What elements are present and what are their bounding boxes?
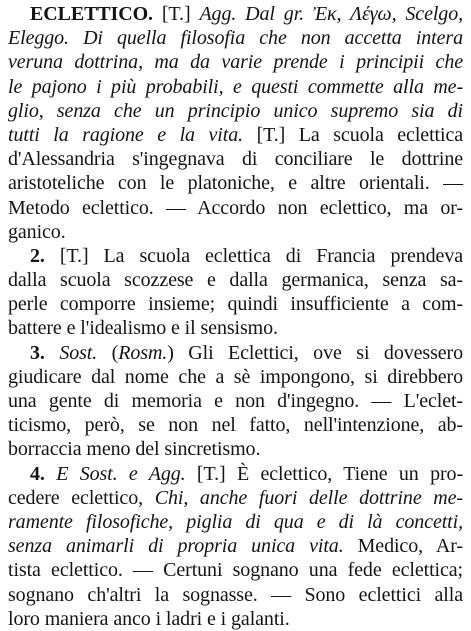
- body-text: [T.] La scuola eclettica di Francia prendeva: [44, 244, 463, 267]
- entry-line: [8, 437, 463, 461]
- body-text: giudicare dal nome che a sè impongono, si direbbero: [8, 365, 463, 388]
- italic-text: ramente filosofiche, piglia di qua e di là concetti,: [8, 510, 463, 533]
- body-text: [T.] La scuola eclettica: [243, 123, 463, 146]
- entry-line: [8, 196, 463, 220]
- entry-line: [8, 26, 463, 50]
- entry-line: [8, 75, 463, 99]
- entry-heading-text: 3.: [30, 341, 45, 364]
- body-text: sognano ch'altri la sognasse. — Sono eclettici alla: [8, 583, 463, 606]
- body-text: ticismo, però, se non nel fatto, nell'intenzione, ab-: [8, 414, 463, 437]
- entry-line: [8, 268, 463, 292]
- entry-line: [8, 534, 463, 558]
- body-text: battere e l'idealismo e il sensismo.: [8, 317, 278, 340]
- entry-line: [8, 486, 463, 510]
- body-text: loro maniera anco i ladri e i galanti.: [8, 607, 290, 630]
- entry-line: [8, 171, 463, 195]
- body-text: ) Gli Eclettici, ove si dovessero: [167, 341, 463, 364]
- entry-line: [8, 244, 463, 268]
- entry-heading-text: 4.: [30, 462, 45, 485]
- entry-line: [8, 99, 463, 123]
- entry-line: [8, 316, 463, 340]
- entry-line: [8, 558, 463, 582]
- body-text: tista eclettico. — Certuni sognano una fede eclettica;: [8, 559, 463, 582]
- italic-text: Sost.: [59, 341, 98, 364]
- italic-text: Eleggo. Di quella filosofia che non accetta intera: [8, 27, 463, 50]
- body-text: d'Alessandria s'ingegnava di conciliare le dottrine: [8, 148, 463, 171]
- italic-text: senza animarli di propria unica vita.: [8, 535, 344, 558]
- entry-line: [8, 365, 463, 389]
- body-text: [45, 342, 60, 364]
- entry-line: [8, 389, 463, 413]
- italic-text: Rosm.: [118, 341, 168, 364]
- body-text: [T.]: [152, 3, 200, 25]
- body-text: Medico, Ar-: [343, 535, 463, 558]
- body-text: Metodo eclettico. — Accordo non eclettico, ma or-: [8, 196, 463, 219]
- body-text: borraccia meno del sincretismo.: [8, 438, 261, 461]
- entry-line: [8, 583, 463, 607]
- entry-line: [8, 341, 463, 365]
- italic-text: Ἐκ, Λέγω, Scelgo,: [312, 3, 464, 25]
- entry-line: [8, 2, 463, 26]
- body-text: una gente di memoria e non d'ingegno. — L'eclet-: [8, 390, 463, 412]
- entry-line: [8, 123, 463, 147]
- italic-text: Agg. Dal gr.: [199, 3, 313, 25]
- italic-text: veruna dottrina, ma da varie prende i principii che: [8, 51, 463, 74]
- italic-text: tutti la ragione e la vita.: [8, 123, 244, 146]
- body-text: perle comporre insieme; quindi insufficiente a com-: [8, 293, 463, 316]
- body-text: dalla scuola scozzese e dalla germanica, senza sa-: [8, 269, 463, 292]
- italic-text: E Sost. e Agg.: [56, 462, 186, 485]
- entry-line: [8, 220, 463, 244]
- entry-line: [8, 413, 463, 437]
- body-text: [45, 463, 56, 485]
- entry-line: [8, 462, 463, 486]
- entry-line: [8, 50, 463, 74]
- entry-line: [8, 147, 463, 171]
- italic-text: glio, senza che un principio unico supremo sia di: [8, 99, 463, 122]
- entry-line: [8, 607, 463, 631]
- italic-text: Chi, anche fuori delle dottrine me-: [154, 486, 463, 509]
- entry-line: [8, 292, 463, 316]
- body-text: cedere eclettico,: [8, 486, 155, 509]
- entry-heading-text: 2.: [30, 244, 45, 267]
- body-text: ganico.: [8, 220, 66, 243]
- entry-line: [8, 510, 463, 534]
- body-text: (: [97, 341, 119, 364]
- body-text: aristoteliche con le platoniche, e altre orientali. —: [8, 172, 463, 195]
- entry-heading-text: ECLETTICO.: [30, 3, 153, 25]
- italic-text: le pajono i più probabili, e questi commette alla me-: [8, 75, 463, 98]
- body-text: [T.] È eclettico, Tiene un pro-: [185, 462, 464, 485]
